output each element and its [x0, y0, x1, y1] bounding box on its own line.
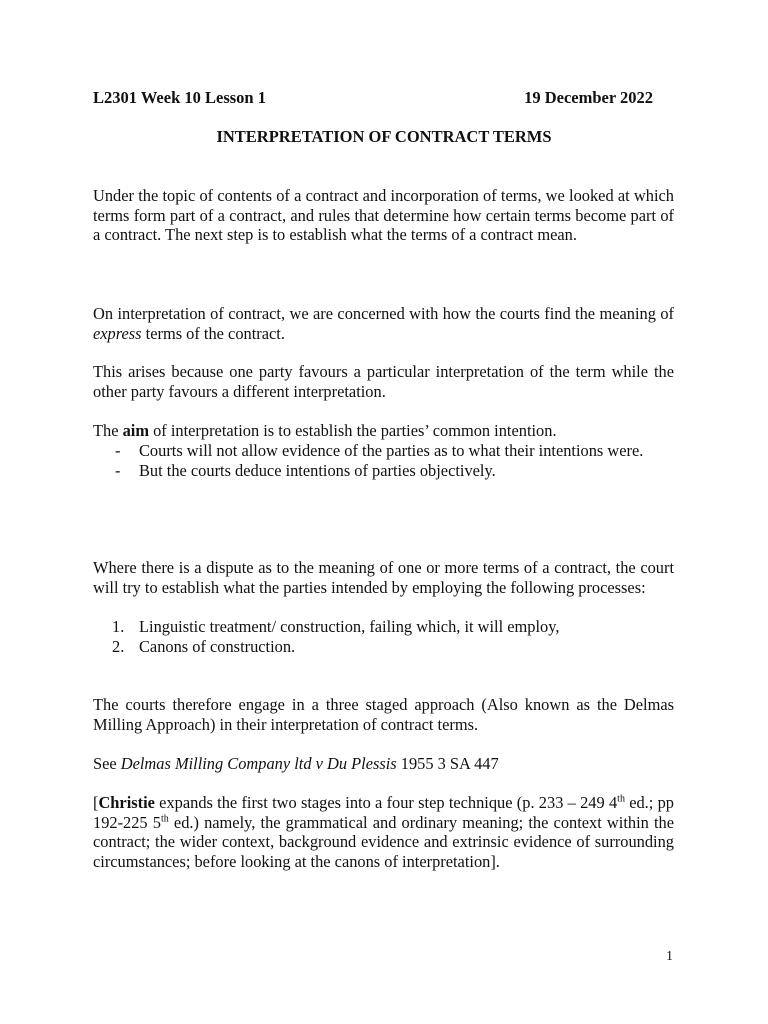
- list-item: [93, 637, 674, 657]
- list-item: [93, 617, 674, 637]
- list-item-text: Linguistic treatment/ construction, failing which, it will employ,: [139, 617, 560, 636]
- case-citation: 1955 3 SA 447: [396, 754, 499, 773]
- bold-aim: aim: [122, 421, 149, 440]
- list-number: 2.: [112, 636, 125, 656]
- text-run: [: [93, 793, 99, 812]
- page-header: [93, 88, 653, 108]
- text-run: The: [93, 421, 123, 440]
- numbered-list: [93, 617, 674, 656]
- paragraph-christie: [93, 793, 674, 871]
- superscript-th: th: [160, 813, 169, 825]
- lesson-date: 19 December 2022: [524, 88, 653, 107]
- paragraph-case-reference: [93, 754, 674, 774]
- superscript-th: th: [617, 793, 625, 805]
- paragraph-interpretation: [93, 304, 674, 343]
- list-item: [93, 461, 674, 481]
- paragraph-dispute-origin: This arises because one party favours a particular interpretation of the term while the other party favours a different interpretation.: [93, 362, 674, 401]
- paragraph-three-stage-approach: The courts therefore engage in a three staged approach (Also known as the Delmas Milling Approach) in their interpretation of contract terms.: [93, 695, 674, 734]
- emphasis-express: express: [93, 323, 142, 343]
- text-run: of interpretation is to establish the parties’ common intention.: [149, 421, 557, 440]
- course-lesson-label: L2301 Week 10 Lesson 1: [93, 88, 266, 107]
- bold-christie: Christie: [98, 793, 155, 812]
- case-name: Delmas Milling Company ltd v Du Plessis: [120, 754, 397, 773]
- bullet-list: [93, 441, 674, 480]
- page-title: INTERPRETATION OF CONTRACT TERMS: [216, 127, 552, 146]
- paragraph-aim: [93, 421, 674, 441]
- paragraph-intro: Under the topic of contents of a contract and incorporation of terms, we looked at which terms form part of a contract, and rules that determine how certain terms become part of a contract. The next step is to establish what the terms of a contract mean.: [93, 186, 674, 245]
- list-item-text: Canons of construction.: [139, 636, 296, 656]
- bullet-marker: -: [115, 460, 121, 480]
- list-number: 1.: [112, 617, 125, 636]
- list-item: [93, 441, 674, 461]
- list-item-text: But the courts deduce intentions of parties objectively.: [139, 460, 496, 480]
- text-run: ed.; pp 192-225 5: [93, 793, 674, 832]
- text-run: expands the first two stages into a four step technique (p. 233 – 249 4: [154, 793, 618, 812]
- text-run: terms of the contract.: [141, 323, 285, 343]
- list-item-text: Courts will not allow evidence of the parties as to what their intentions were.: [139, 441, 644, 460]
- text-run: See: [93, 754, 121, 773]
- text-run: On interpretation of contract, we are concerned with how the courts find the meaning of: [93, 304, 674, 323]
- page-number: 1: [666, 949, 673, 964]
- bullet-marker: -: [115, 441, 121, 460]
- paragraph-dispute-processes: Where there is a dispute as to the meaning of one or more terms of a contract, the court will try to establish what the parties intended by employing the following processes:: [93, 558, 674, 597]
- text-run: ed.) namely, the grammatical and ordinary meaning; the context within the contract; the wider context, background evidence and extrinsic evidence of surrounding circumstances; before looking at the canons of interpretation].: [93, 812, 674, 871]
